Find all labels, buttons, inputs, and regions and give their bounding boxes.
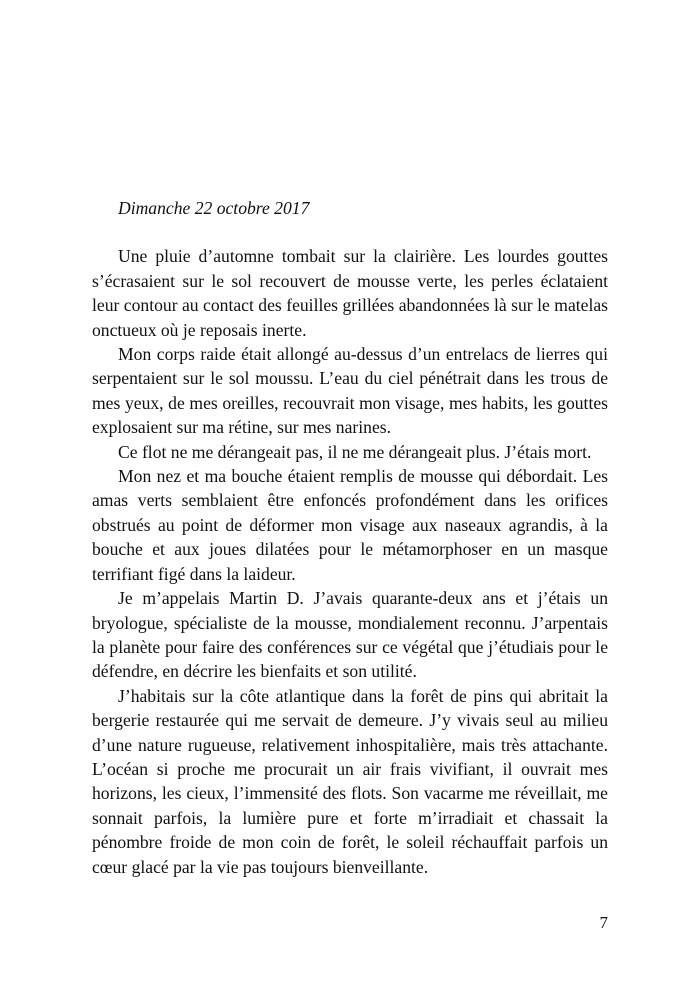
page-number: 7	[599, 913, 608, 932]
paragraph-5: Je m’appelais Martin D. J’avais quarante-deux ans et j’étais un bryologue, spécialiste de la mousse, mondialement reconnu. J’arpentais la planète pour faire des conférences sur ce végétal que j’étudiais pour le défendre, en décrire les bienfaits et son utilité.	[92, 588, 608, 682]
paragraph-1: Une pluie d’automne tombait sur la clairière. Les lourdes gouttes s’écrasaient sur le sol recouvert de mousse verte, les perles éclataient leur contour au contact des feuilles grillées abandonnées là sur le matelas onctueux où je reposais inerte.	[92, 246, 608, 340]
paragraph-6: J’habitais sur la côte atlantique dans la forêt de pins qui abritait la bergerie restaurée qui me servait de demeure. J’y vivais seul au milieu d’une nature rugueuse, relativement inhospitalière, mais très attachante. L’océan si proche me procurait un air frais vivifiant, il ouvrait mes horizons, les cieux, l’immensité des flots. Son vacarme me réveillait, me sonnait parfois, la lumière pure et forte m’irradiait et chassait la pénombre froide de mon coin de forêt, le soleil réchauffait parfois un cœur glacé par la vie pas toujours bienveillante.	[92, 685, 608, 877]
paragraph-4: Mon nez et ma bouche étaient remplis de mousse qui débordait. Les amas verts semblaient être enfoncés profondément dans les orifices obstrués au point de déformer mon visage aux naseaux agrandis, à la bouche et aux joues dilatées pour le métamorphoser en un masque terrifiant figé dans la laideur.	[92, 466, 608, 584]
date-heading: Dimanche 22 octobre 2017	[118, 198, 310, 218]
paragraph-3: Ce flot ne me dérangeait pas, il ne me dérangeait plus. J’étais mort.	[118, 441, 592, 462]
page-body	[92, 196, 608, 879]
paragraph-2: Mon corps raide était allongé au-dessus d’un entrelacs de lierres qui serpentaient sur le sol moussu. L’eau du ciel pénétrait dans les trous de mes yeux, de mes oreilles, recouvrait mon visage, mes habits, les gouttes explosaient sur ma rétine, sur mes narines.	[92, 344, 608, 438]
